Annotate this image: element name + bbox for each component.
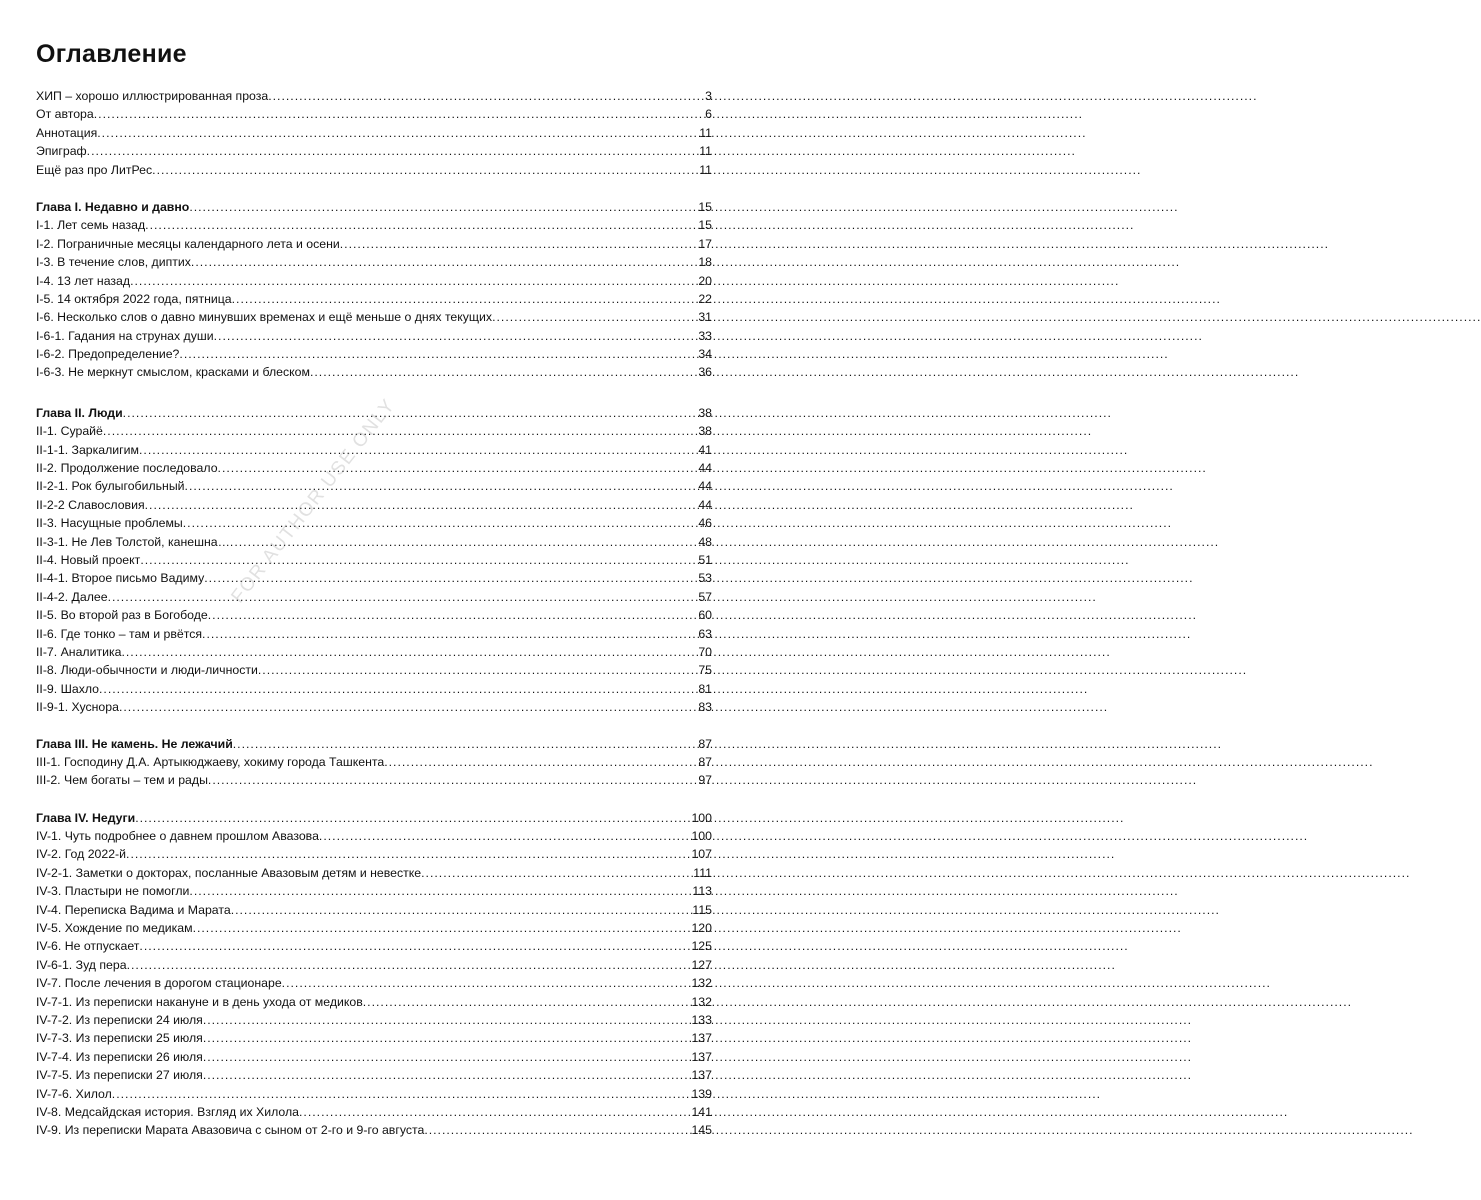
toc-entry bbox=[36, 901, 712, 919]
toc-page-number: 60 bbox=[698, 608, 712, 623]
toc-dot-leader bbox=[185, 477, 698, 495]
toc-section-chapter-3 bbox=[36, 735, 712, 790]
toc-dot-leader bbox=[119, 698, 697, 716]
toc-entry bbox=[36, 363, 712, 381]
toc-page-number: 87 bbox=[698, 736, 712, 751]
toc-entry bbox=[36, 864, 712, 882]
toc-page-number: 38 bbox=[698, 424, 712, 439]
toc-page-number: 6 bbox=[705, 107, 712, 122]
toc-page-number: 48 bbox=[698, 534, 712, 549]
toc-entry-title: От автора bbox=[36, 107, 94, 122]
toc-dot-leader bbox=[87, 142, 699, 160]
toc-dot-leader bbox=[203, 1048, 691, 1066]
toc-page-number: 132 bbox=[691, 976, 712, 991]
toc-dot-leader bbox=[193, 919, 691, 937]
toc-entry bbox=[36, 919, 712, 937]
toc-page-number: 81 bbox=[698, 681, 712, 696]
toc-page-number: 41 bbox=[698, 442, 712, 457]
toc-entry bbox=[36, 496, 712, 514]
toc-chapter-heading bbox=[36, 809, 712, 827]
toc-dot-leader bbox=[208, 606, 698, 624]
toc-page-number: 75 bbox=[698, 663, 712, 678]
toc-page-number: 125 bbox=[691, 939, 712, 954]
watermark: FOR AUTHOR USE ONLY bbox=[227, 394, 400, 608]
toc-page-number: 113 bbox=[692, 884, 712, 899]
toc-entry-title: IV-5. Хождение по медикам bbox=[36, 921, 193, 936]
toc-page-number: 83 bbox=[698, 700, 712, 715]
toc-entry-title: II-1. Сурайё bbox=[36, 424, 103, 439]
toc-entry-title: IV-2. Год 2022-й bbox=[36, 847, 127, 862]
toc-entry bbox=[36, 1011, 712, 1029]
toc-page-number: 44 bbox=[698, 497, 712, 512]
toc-dot-leader bbox=[127, 956, 691, 974]
toc-dot-leader bbox=[204, 569, 697, 587]
toc-dot-leader bbox=[123, 404, 698, 422]
toc-entry-title: II-4. Новый проект bbox=[36, 552, 141, 567]
toc-entry-title: II-1-1. Заркалигим bbox=[36, 442, 139, 457]
toc-dot-leader bbox=[179, 345, 697, 363]
toc-page-number: 34 bbox=[698, 347, 712, 362]
toc-dot-leader bbox=[103, 422, 697, 440]
table-of-contents bbox=[36, 87, 712, 1140]
toc-dot-leader bbox=[231, 901, 692, 919]
toc-page-number: 20 bbox=[698, 273, 712, 288]
toc-page-number: 87 bbox=[698, 754, 712, 769]
toc-entry-title: II-7. Аналитика bbox=[36, 644, 122, 659]
toc-page-number: 133 bbox=[691, 1012, 712, 1027]
toc-dot-leader bbox=[421, 864, 692, 882]
toc-entry-title: I-2. Пограничные месяцы календарного лета и осени bbox=[36, 236, 340, 251]
toc-entry bbox=[36, 680, 712, 698]
toc-dot-leader bbox=[203, 1029, 691, 1047]
toc-dot-leader bbox=[258, 661, 697, 679]
toc-section-chapter-2 bbox=[36, 404, 712, 717]
toc-entry-title: II-8. Люди-обычности и люди-личности bbox=[36, 663, 258, 678]
toc-entry bbox=[36, 1048, 712, 1066]
toc-dot-leader bbox=[233, 735, 698, 753]
toc-entry bbox=[36, 606, 712, 624]
toc-entry-title: II-4-2. Далее bbox=[36, 589, 108, 604]
toc-entry-title: Глава I. Недавно и давно bbox=[36, 199, 190, 214]
toc-entry-title: II-2. Продолжение последовало bbox=[36, 461, 218, 476]
toc-entry-title: IV-7-5. Из переписки 27 июля bbox=[36, 1068, 203, 1083]
toc-entry-title: IV-4. Переписка Вадима и Марата bbox=[36, 902, 231, 917]
toc-entry bbox=[36, 1103, 712, 1121]
toc-dot-leader bbox=[94, 105, 704, 123]
toc-page-number: 115 bbox=[692, 902, 712, 917]
toc-page-number: 3 bbox=[705, 89, 712, 103]
toc-entry bbox=[36, 569, 712, 587]
toc-entry-title: I-6-3. Не меркнут смыслом, красками и блеском bbox=[36, 365, 310, 380]
toc-dot-leader bbox=[319, 827, 691, 845]
toc-entry bbox=[36, 661, 712, 679]
toc-entry bbox=[36, 514, 712, 532]
toc-page-number: 51 bbox=[698, 552, 712, 567]
toc-entry bbox=[36, 253, 712, 271]
toc-entry bbox=[36, 771, 712, 789]
toc-dot-leader bbox=[363, 993, 691, 1011]
toc-dot-leader bbox=[183, 514, 698, 532]
toc-dot-leader bbox=[208, 771, 697, 789]
toc-entry bbox=[36, 1121, 712, 1139]
toc-entry bbox=[36, 1029, 712, 1047]
toc-dot-leader bbox=[214, 327, 698, 345]
toc-entry-title: I-5. 14 октября 2022 года, пятница bbox=[36, 291, 232, 306]
toc-entry-title: III-1. Господину Д.А. Артыкюджаеву, хокиму города Ташкента bbox=[36, 754, 385, 769]
toc-dot-leader bbox=[282, 974, 691, 992]
toc-entry-title: IV-1. Чуть подробнее о давнем прошлом Авазова bbox=[36, 829, 319, 844]
toc-entry bbox=[36, 477, 712, 495]
toc-section-intro bbox=[36, 87, 712, 179]
toc-entry bbox=[36, 142, 712, 160]
toc-dot-leader bbox=[218, 459, 698, 477]
toc-entry bbox=[36, 1085, 712, 1103]
toc-entry-title: IV-6. Не отпускает bbox=[36, 939, 140, 954]
toc-dot-leader bbox=[492, 308, 697, 326]
toc-entry-title: IV-7-6. Хилол bbox=[36, 1086, 112, 1101]
toc-page-number: 120 bbox=[691, 921, 712, 936]
toc-page-number: 33 bbox=[698, 328, 712, 343]
toc-entry-title: Глава II. Люди bbox=[36, 405, 123, 420]
toc-dot-leader bbox=[108, 588, 698, 606]
toc-entry bbox=[36, 345, 712, 363]
toc-entry bbox=[36, 937, 712, 955]
toc-dot-leader bbox=[145, 216, 697, 234]
toc-entry-title: IV-6-1. Зуд пера bbox=[36, 957, 127, 972]
toc-entry bbox=[36, 625, 712, 643]
toc-dot-leader bbox=[384, 753, 697, 771]
toc-entry bbox=[36, 124, 712, 142]
toc-page-number: 63 bbox=[698, 626, 712, 641]
toc-entry-title: IV-8. Медсайдская история. Взгляд их Хилола bbox=[36, 1104, 300, 1119]
toc-page-number: 46 bbox=[698, 516, 712, 531]
toc-entry bbox=[36, 327, 712, 345]
toc-dot-leader bbox=[310, 363, 697, 381]
toc-page-number: 127 bbox=[691, 957, 712, 972]
toc-dot-leader bbox=[203, 1011, 691, 1029]
toc-page-number: 11 bbox=[699, 125, 712, 140]
toc-page-number: 141 bbox=[691, 1104, 712, 1119]
toc-dot-leader bbox=[112, 1085, 691, 1103]
toc-dot-leader bbox=[139, 441, 697, 459]
toc-entry bbox=[36, 845, 712, 863]
toc-page-number: 137 bbox=[691, 1068, 712, 1083]
toc-page-number: 22 bbox=[698, 291, 712, 306]
toc-entry-title: II-6. Где тонко – там и рвётся bbox=[36, 626, 203, 641]
toc-dot-leader bbox=[299, 1103, 690, 1121]
toc-dot-leader bbox=[268, 87, 704, 105]
toc-entry bbox=[36, 993, 712, 1011]
toc-page-number: 97 bbox=[698, 773, 712, 788]
toc-dot-leader bbox=[99, 680, 697, 698]
toc-entry-title: Ещё раз про ЛитРес bbox=[36, 162, 153, 177]
toc-entry bbox=[36, 533, 712, 551]
toc-dot-leader bbox=[340, 235, 698, 253]
toc-entry-title: II-9-1. Хуснора bbox=[36, 700, 119, 715]
toc-entry bbox=[36, 753, 712, 771]
toc-entry-title: II-5. Во второй раз в Богободе bbox=[36, 608, 208, 623]
toc-entry bbox=[36, 308, 712, 326]
toc-section-chapter-4 bbox=[36, 809, 712, 1140]
toc-page-number: 70 bbox=[698, 644, 712, 659]
toc-dot-leader bbox=[97, 124, 698, 142]
toc-page-number: 107 bbox=[691, 847, 712, 862]
toc-page-number: 100 bbox=[691, 829, 712, 844]
toc-entry-title: II-2-1. Рок булыгобильный bbox=[36, 479, 185, 494]
toc-dot-leader bbox=[189, 882, 691, 900]
toc-page-number: 15 bbox=[698, 218, 712, 233]
toc-entry-title: II-4-1. Второе письмо Вадиму bbox=[36, 571, 205, 586]
toc-entry-title: II-9. Шахло bbox=[36, 681, 100, 696]
toc-dot-leader bbox=[202, 625, 697, 643]
toc-entry-title: IV-3. Пластыри не помогли bbox=[36, 884, 190, 899]
toc-entry bbox=[36, 216, 712, 234]
toc-dot-leader bbox=[121, 643, 697, 661]
toc-entry-title: I-3. В течение слов, диптих bbox=[36, 255, 191, 270]
toc-entry-title: III-2. Чем богаты – тем и рады bbox=[36, 773, 208, 788]
toc-dot-leader bbox=[126, 845, 690, 863]
toc-entry-title: Глава III. Не камень. Не лежачий bbox=[36, 736, 233, 751]
toc-page-number: 137 bbox=[691, 1049, 712, 1064]
toc-entry-title: II-3-1. Не Лев Толстой, канешна… bbox=[36, 534, 230, 549]
toc-dot-leader bbox=[135, 809, 690, 827]
toc-entry bbox=[36, 1066, 712, 1084]
toc-dot-leader bbox=[191, 253, 697, 271]
toc-entry-title: I-1. Лет семь назад bbox=[36, 218, 146, 233]
toc-entry-title: II-3. Насущные проблемы bbox=[36, 516, 183, 531]
toc-entry-title: Глава IV. Недуги bbox=[36, 810, 136, 825]
toc-entry-title: II-2-2 Славословия bbox=[36, 497, 145, 512]
toc-dot-leader bbox=[152, 161, 698, 179]
toc-dot-leader bbox=[145, 496, 698, 514]
toc-entry bbox=[36, 161, 712, 179]
toc-entry bbox=[36, 827, 712, 845]
toc-entry-title: IV-7-3. Из переписки 25 июля bbox=[36, 1031, 203, 1046]
toc-page-number: 31 bbox=[698, 310, 712, 325]
toc-entry bbox=[36, 956, 712, 974]
toc-entry bbox=[36, 459, 712, 477]
toc-page-number: 18 bbox=[698, 255, 712, 270]
toc-entry bbox=[36, 272, 712, 290]
toc-dot-leader bbox=[139, 937, 690, 955]
toc-page-number: 57 bbox=[698, 589, 712, 604]
toc-dot-leader bbox=[189, 198, 697, 216]
toc-entry bbox=[36, 588, 712, 606]
toc-entry-title: IV-7. После лечения в дорогом стационаре bbox=[36, 976, 282, 991]
toc-page-number: 132 bbox=[691, 994, 712, 1009]
toc-page-number: 137 bbox=[691, 1031, 712, 1046]
toc-entry bbox=[36, 974, 712, 992]
toc-page-number: 100 bbox=[691, 810, 712, 825]
toc-entry bbox=[36, 698, 712, 716]
toc-entry-title: Аннотация bbox=[36, 125, 98, 140]
page-title: Оглавление bbox=[36, 40, 187, 68]
toc-page-number: 44 bbox=[698, 461, 712, 476]
toc-entry-title: ХИП – хорошо иллюстрированная проза bbox=[36, 89, 269, 103]
toc-chapter-heading bbox=[36, 198, 712, 216]
toc-page-number: 145 bbox=[691, 1123, 712, 1138]
toc-entry-title: I-4. 13 лет назад bbox=[36, 273, 131, 288]
toc-entry-title: IV-7-1. Из переписки накануне и в день ухода от медиков bbox=[36, 994, 363, 1009]
toc-entry bbox=[36, 87, 712, 105]
toc-chapter-heading bbox=[36, 735, 712, 753]
toc-entry bbox=[36, 643, 712, 661]
toc-page-number: 111 bbox=[693, 865, 712, 880]
toc-entry-title: IV-9. Из переписки Марата Авазовича с сыном от 2-го и 9-го августа bbox=[36, 1123, 425, 1138]
toc-entry-title: Эпиграф bbox=[36, 144, 87, 159]
toc-entry bbox=[36, 882, 712, 900]
toc-dot-leader bbox=[424, 1121, 690, 1139]
toc-page-number: 36 bbox=[698, 365, 712, 380]
toc-entry-title: I-6. Несколько слов о давно минувших временах и ещё меньше о днях текущих bbox=[36, 310, 493, 325]
toc-page-number: 11 bbox=[699, 144, 712, 159]
toc-dot-leader bbox=[232, 290, 698, 308]
toc-dot-leader bbox=[140, 551, 697, 569]
toc-page-number: 53 bbox=[698, 571, 712, 586]
toc-entry-title: IV-2-1. Заметки о докторах, посланные Авазовым детям и невестке bbox=[36, 865, 422, 880]
toc-page-number: 11 bbox=[699, 162, 712, 177]
toc-dot-leader bbox=[203, 1066, 691, 1084]
toc-page-number: 17 bbox=[698, 236, 712, 251]
toc-entry bbox=[36, 290, 712, 308]
toc-entry bbox=[36, 235, 712, 253]
toc-dot-leader bbox=[130, 272, 697, 290]
toc-entry-title: IV-7-2. Из переписки 24 июля bbox=[36, 1012, 203, 1027]
toc-page-number: 44 bbox=[698, 479, 712, 494]
toc-entry bbox=[36, 441, 712, 459]
toc-page-number: 139 bbox=[691, 1086, 712, 1101]
toc-entry bbox=[36, 551, 712, 569]
toc-entry bbox=[36, 105, 712, 123]
toc-section-chapter-1 bbox=[36, 198, 712, 382]
toc-entry-title: I-6-2. Предопределение? bbox=[36, 347, 180, 362]
toc-entry-title: I-6-1. Гадания на струнах души bbox=[36, 328, 214, 343]
toc-entry-title: IV-7-4. Из переписки 26 июля bbox=[36, 1049, 203, 1064]
toc-page-number: 15 bbox=[698, 199, 712, 214]
toc-page-number: 38 bbox=[698, 405, 712, 420]
